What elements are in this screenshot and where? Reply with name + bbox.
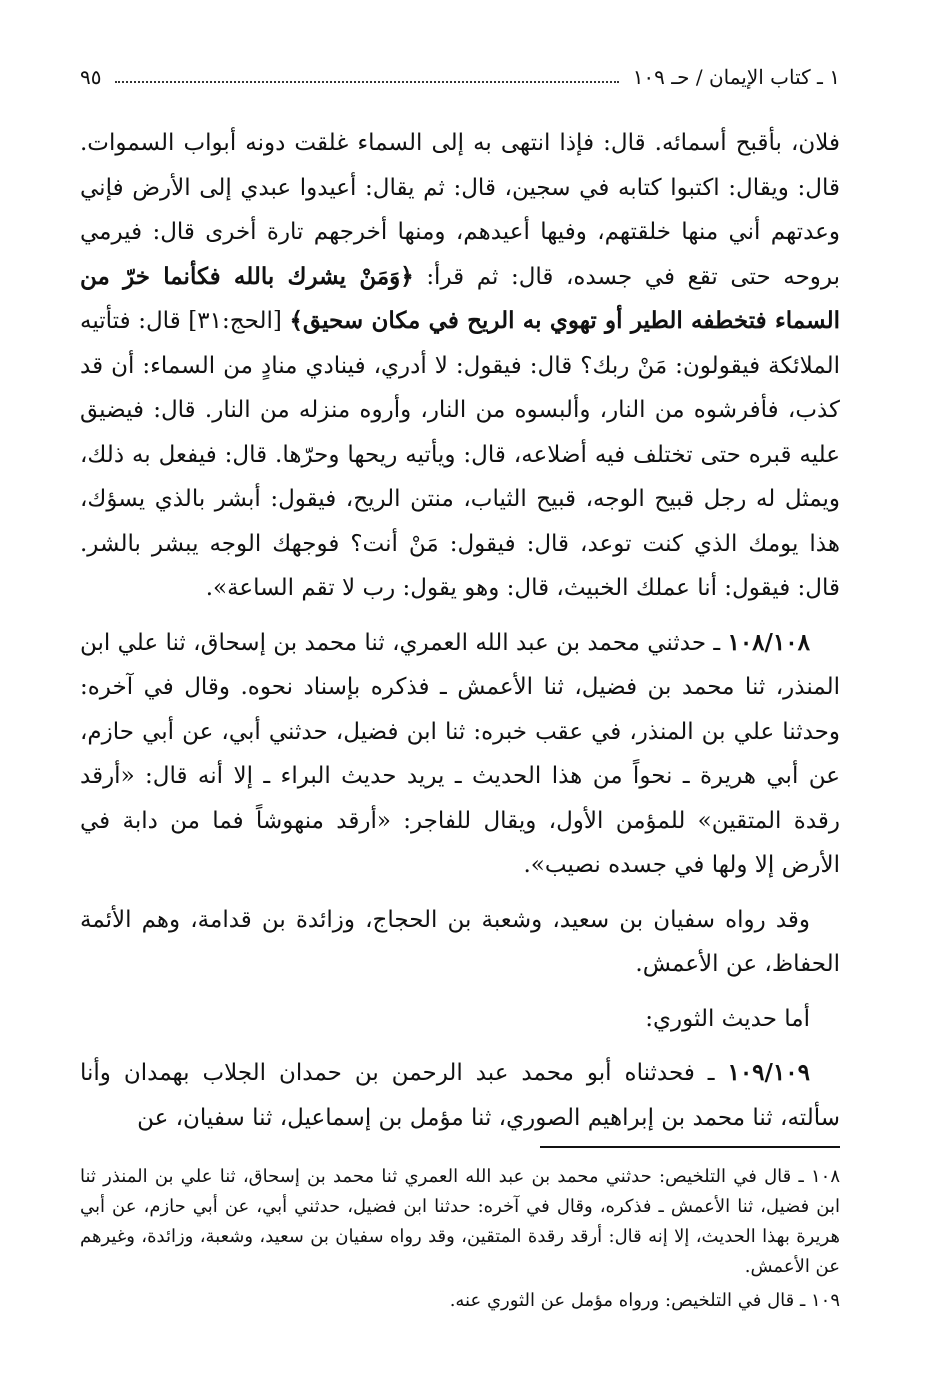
quran-quote: ﴿وَمَنْ يشرك بالله فكأنما خرّ من السماء فتخطفه الطير أو تهوي به الريح في مكان سحيق﴾ [80,262,840,334]
paragraph-hadith-109 [80,1051,840,1140]
page-number: ٩٥ [80,65,102,89]
footnote-109: ١٠٩ ـ قال في التلخيص: ورواه مؤمل عن الثوري عنه. [449,1290,840,1311]
paragraph-thawri-heading [80,997,840,1042]
book-page [80,55,840,1320]
footnote-108: ١٠٨ ـ قال في التلخيص: حدثني محمد بن عبد الله العمري ثنا محمد بن إسحاق، ثنا علي بن المنذر ثنا ابن فضيل، ثنا الأعمش ـ فذكره، وقال في آخره: حدثنا ابن فضيل، حدثني أبي، عن أبي حازم، عن أبي هريرة بهذا الحديث، إلا إنه قال: أرقد رقدة المتقين، وقد رواه سفيان بن سعيد، وشعبة، وزائدة، وغيرهم عن الأعمش. [80,1166,840,1277]
paragraph-text: وقد رواه سفيان بن سعيد، وشعبة بن الحجاج، وزائدة بن قدامة، وهم الأئمة الحفاظ، عن الأعمش. [80,906,840,977]
paragraph-text: ـ حدثني محمد بن عبد الله العمري، ثنا محمد بن إسحاق، ثنا علي ابن المنذر، ثنا محمد بن فضيل، ثنا الأعمش ـ فذكره بإسناد نحوه. وقال في آخره: وحدثنا علي بن المنذر، في عقب خبره: ثنا ابن فضيل، حدثني أبي، عن أبي حازم، عن أبي هريرة ـ نحواً من هذا الحديث ـ يريد حديث البراء ـ إلا أنه قال: «أرقد رقدة المتقين» للمؤمن الأول، ويقال للفاجر: «أرقد منهوشاً فما من دابة في الأرض إلا ولها في جسده نصيب». [80,629,840,878]
paragraph-hadith-continuation [80,121,840,611]
paragraph-hadith-108 [80,621,840,888]
chapter-title: ١ ـ كتاب الإيمان / حـ ١٠٩ [632,65,840,89]
paragraph-text: فلان، بأقبح أسمائه. قال: فإذا انتهى به إلى السماء غلقت دونه أبواب السموات. قال: ويقال: اكتبوا كتابه في سجين، قال: ثم يقال: أعيدوا عبدي إلى الأرض فإني وعدتهم أني منها خلقتهم، وفيها أعيدهم، ومنها أخرجهم تارة أخرى قال: فيرمي بروحه حتى تقع في جسده، قال: ثم قرأ: [80,130,840,290]
footnotes [80,1162,840,1316]
footnote-divider [540,1146,840,1148]
paragraph-text: ـ فحدثناه أبو محمد عبد الرحمن بن حمدان الجلاب بهمدان وأنا سألته، ثنا محمد بن إبراهيم الصوري، ثنا مؤمل بن إسماعيل، ثنا سفيان، عن [80,1060,840,1131]
hadith-number: ١٠٩/١٠٩ [727,1059,810,1086]
paragraph-text: أما حديث الثوري: [645,1005,810,1032]
dotted-leader [115,80,618,83]
main-text [80,121,840,1140]
hadith-number: ١٠٨/١٠٨ [727,628,810,656]
paragraph-narrators [80,898,840,987]
running-header [80,55,840,99]
paragraph-text-continued: [الحج:٣١] قال: فتأتيه الملائكة فيقولون: مَنْ ربك؟ قال: فيقول: لا أدري، فينادي منادٍ من السماء: أن قد كذب، فأفرشوه من النار، وألبسوه من النار، وأروه منزله من النار. قال: فيضيق عليه قبره حتى تختلف فيه أضلاعه، قال: ويأتيه ريحها وحرّها. قال: فيفعل به ذلك، ويمثل له رجل قبيح الوجه، قبيح الثياب، منتن الريح، فيقول: أبشر بالذي يسؤك، هذا يومك الذي كنت توعد، قال: فيقول: مَنْ أنت؟ فوجهك الوجه يبشر بالشر. قال: فيقول: أنا عملك الخبيث، قال: وهو يقول: رب لا تقم الساعة». [80,308,840,601]
